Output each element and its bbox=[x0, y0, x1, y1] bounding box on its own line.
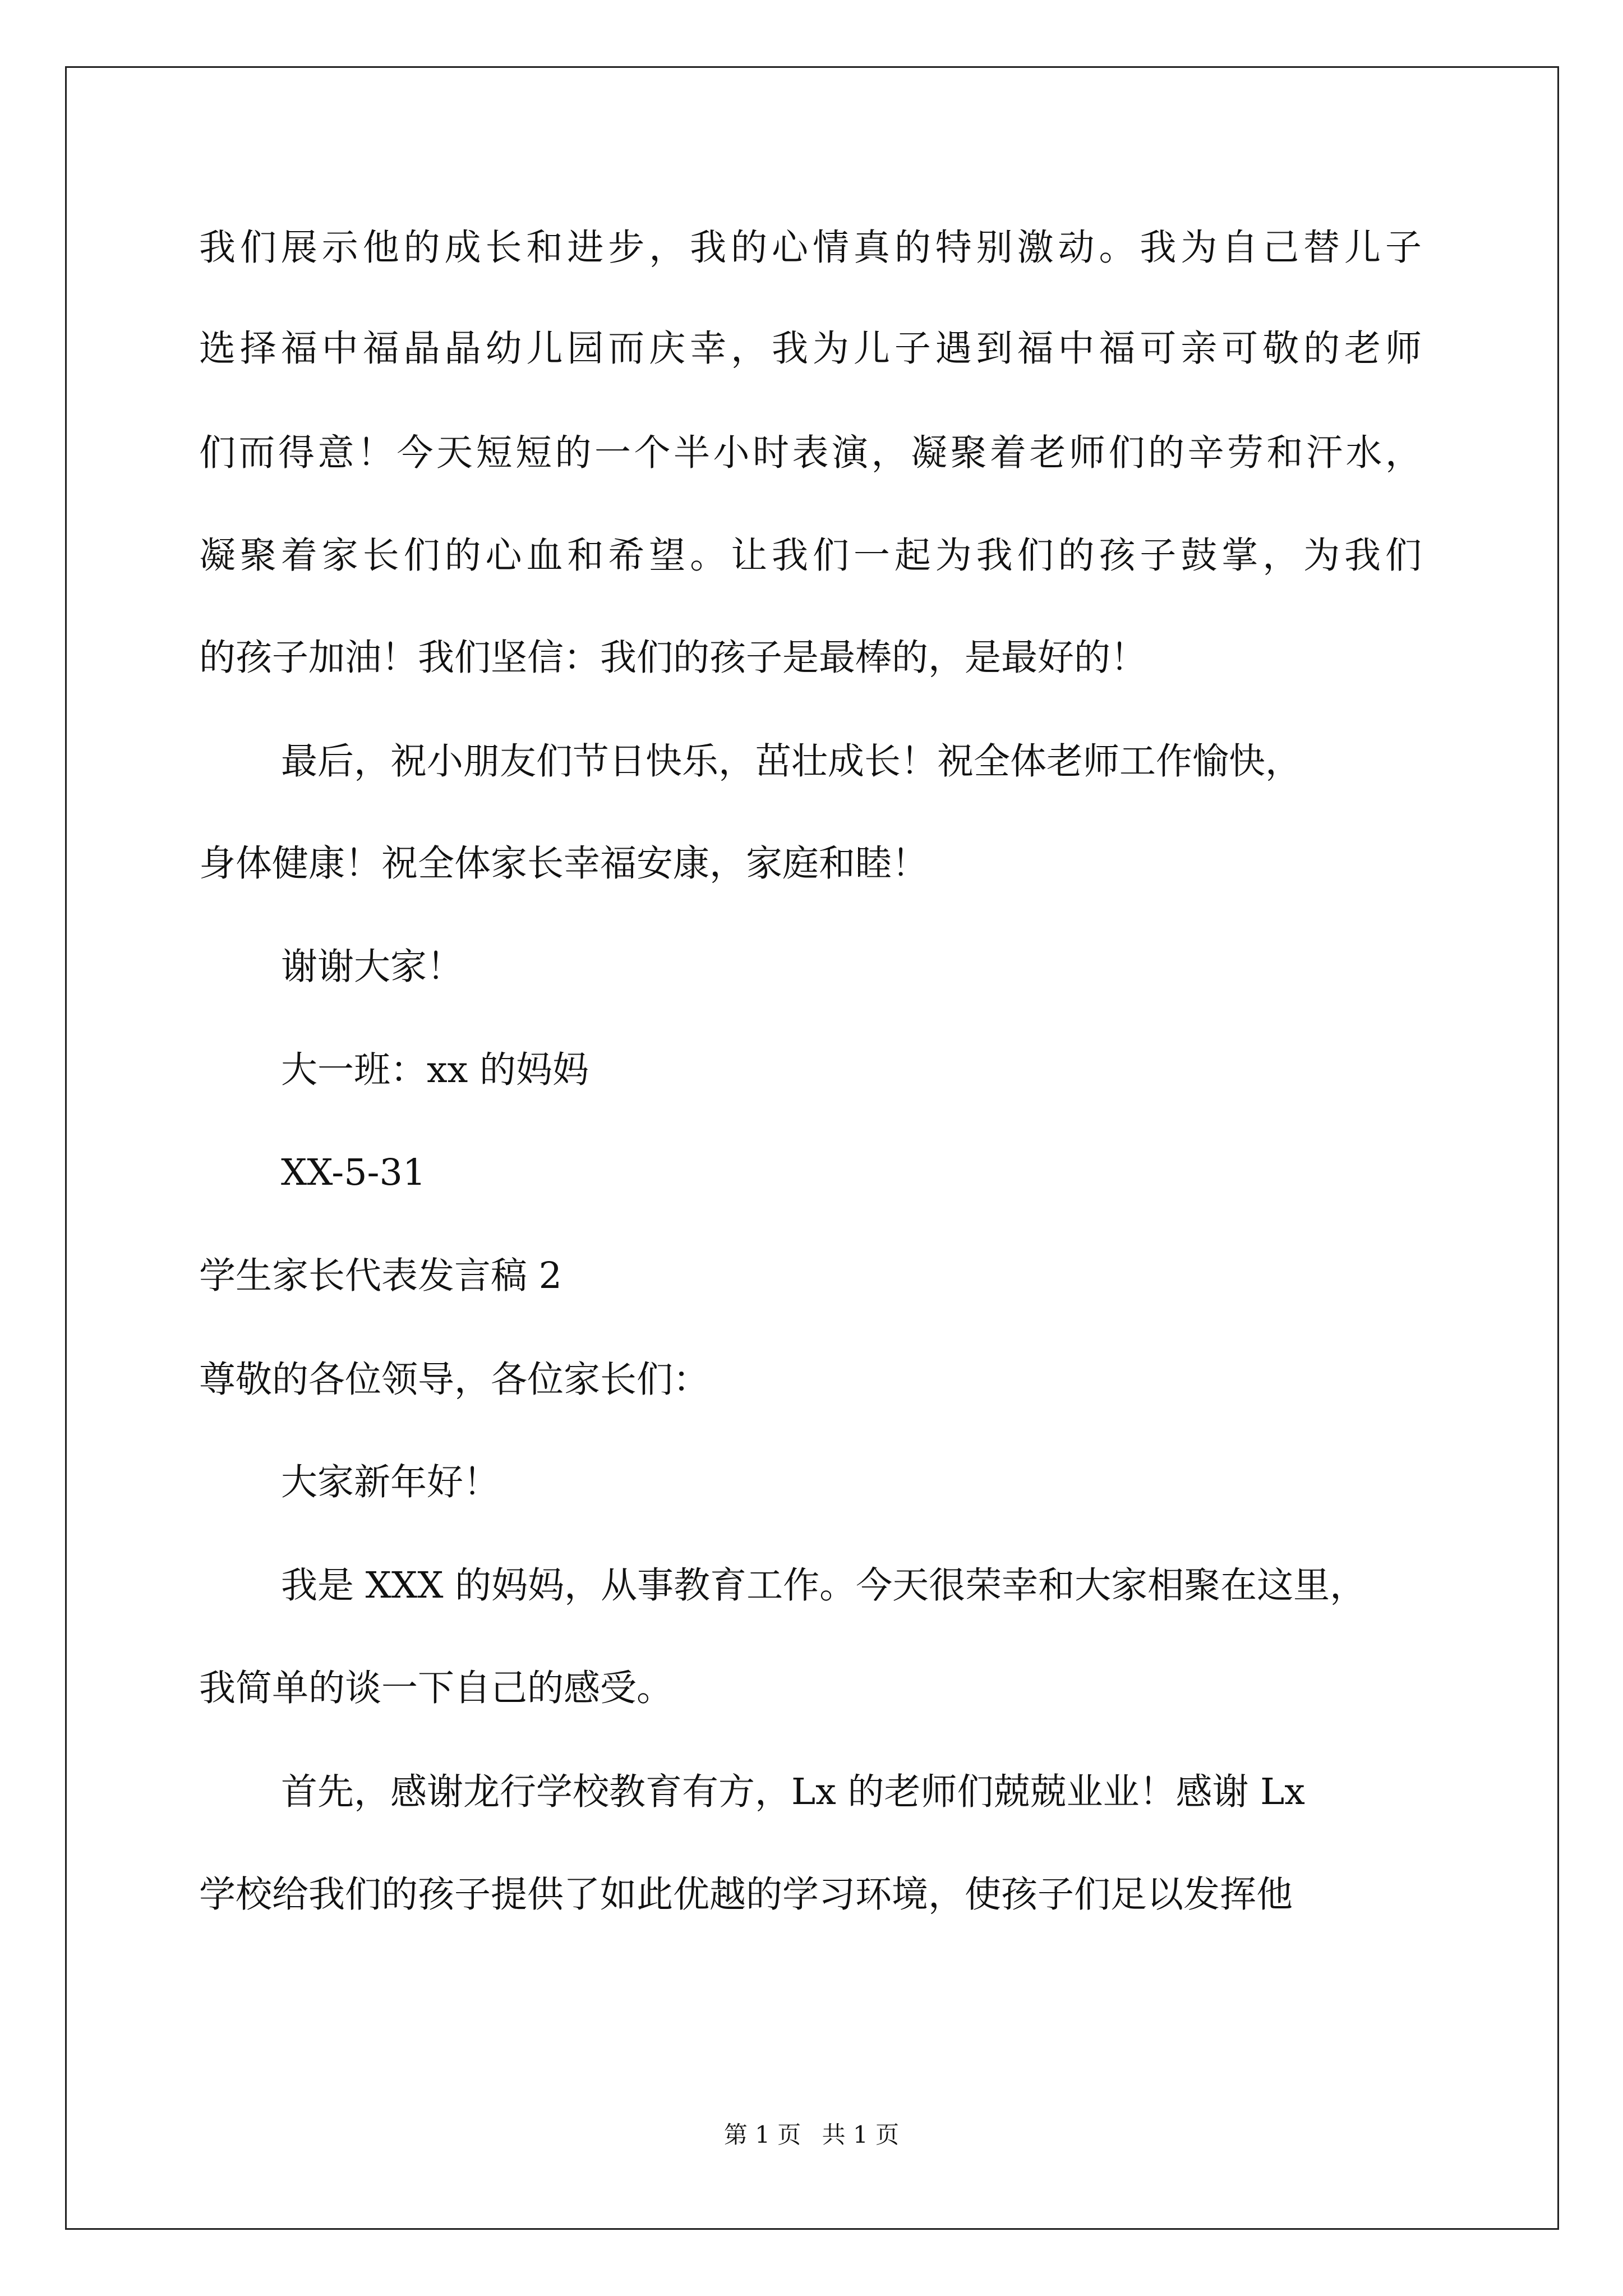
text-line-15: 我简单的谈一下自己的感受。 bbox=[199, 1667, 674, 1709]
greeting: 大家新年好！ bbox=[281, 1461, 500, 1503]
page-number-total: 共 1 页 bbox=[822, 2121, 900, 2148]
page-number-current: 第 1 页 bbox=[723, 2121, 801, 2148]
text-line-7: 身体健康！祝全体家长幸福安康，家庭和睦！ bbox=[199, 843, 929, 885]
text-line-2: 选择福中福晶晶幼儿园而庆幸，我为儿子遇到福中福可亲可敬的老师 bbox=[199, 328, 1422, 370]
salutation: 尊敬的各位领导，各位家长们： bbox=[199, 1359, 710, 1401]
text-line-1: 我们展示他的成长和进步，我的心情真的特别激动。我为自己替儿子 bbox=[199, 227, 1422, 269]
text-line-16: 首先，感谢龙行学校教育有方，Lx 的老师们兢兢业业！感谢 Lx bbox=[281, 1771, 1305, 1813]
section-title: 学生家长代表发言稿 2 bbox=[199, 1255, 562, 1297]
text-line-17: 学校给我们的孩子提供了如此优越的学习环境，使孩子们足以发挥他 bbox=[199, 1874, 1293, 1916]
signature-line: 大一班：xx 的妈妈 bbox=[281, 1049, 589, 1091]
date-line: XX-5-31 bbox=[281, 1152, 426, 1194]
text-line-3: 们而得意！今天短短的一个半小时表演，凝聚着老师们的辛劳和汗水， bbox=[199, 432, 1422, 474]
text-line-8: 谢谢大家！ bbox=[281, 946, 464, 988]
text-line-6: 最后，祝小朋友们节日快乐，茁壮成长！祝全体老师工作愉快， bbox=[281, 740, 1302, 783]
text-line-4: 凝聚着家长们的心血和希望。让我们一起为我们的孩子鼓掌，为我们 bbox=[199, 535, 1422, 577]
page-footer bbox=[0, 2121, 1623, 2149]
text-line-5: 的孩子加油！我们坚信：我们的孩子是最棒的，是最好的！ bbox=[199, 637, 1147, 679]
text-line-14: 我是 XXX 的妈妈，从事教育工作。今天很荣幸和大家相聚在这里， bbox=[281, 1565, 1367, 1607]
